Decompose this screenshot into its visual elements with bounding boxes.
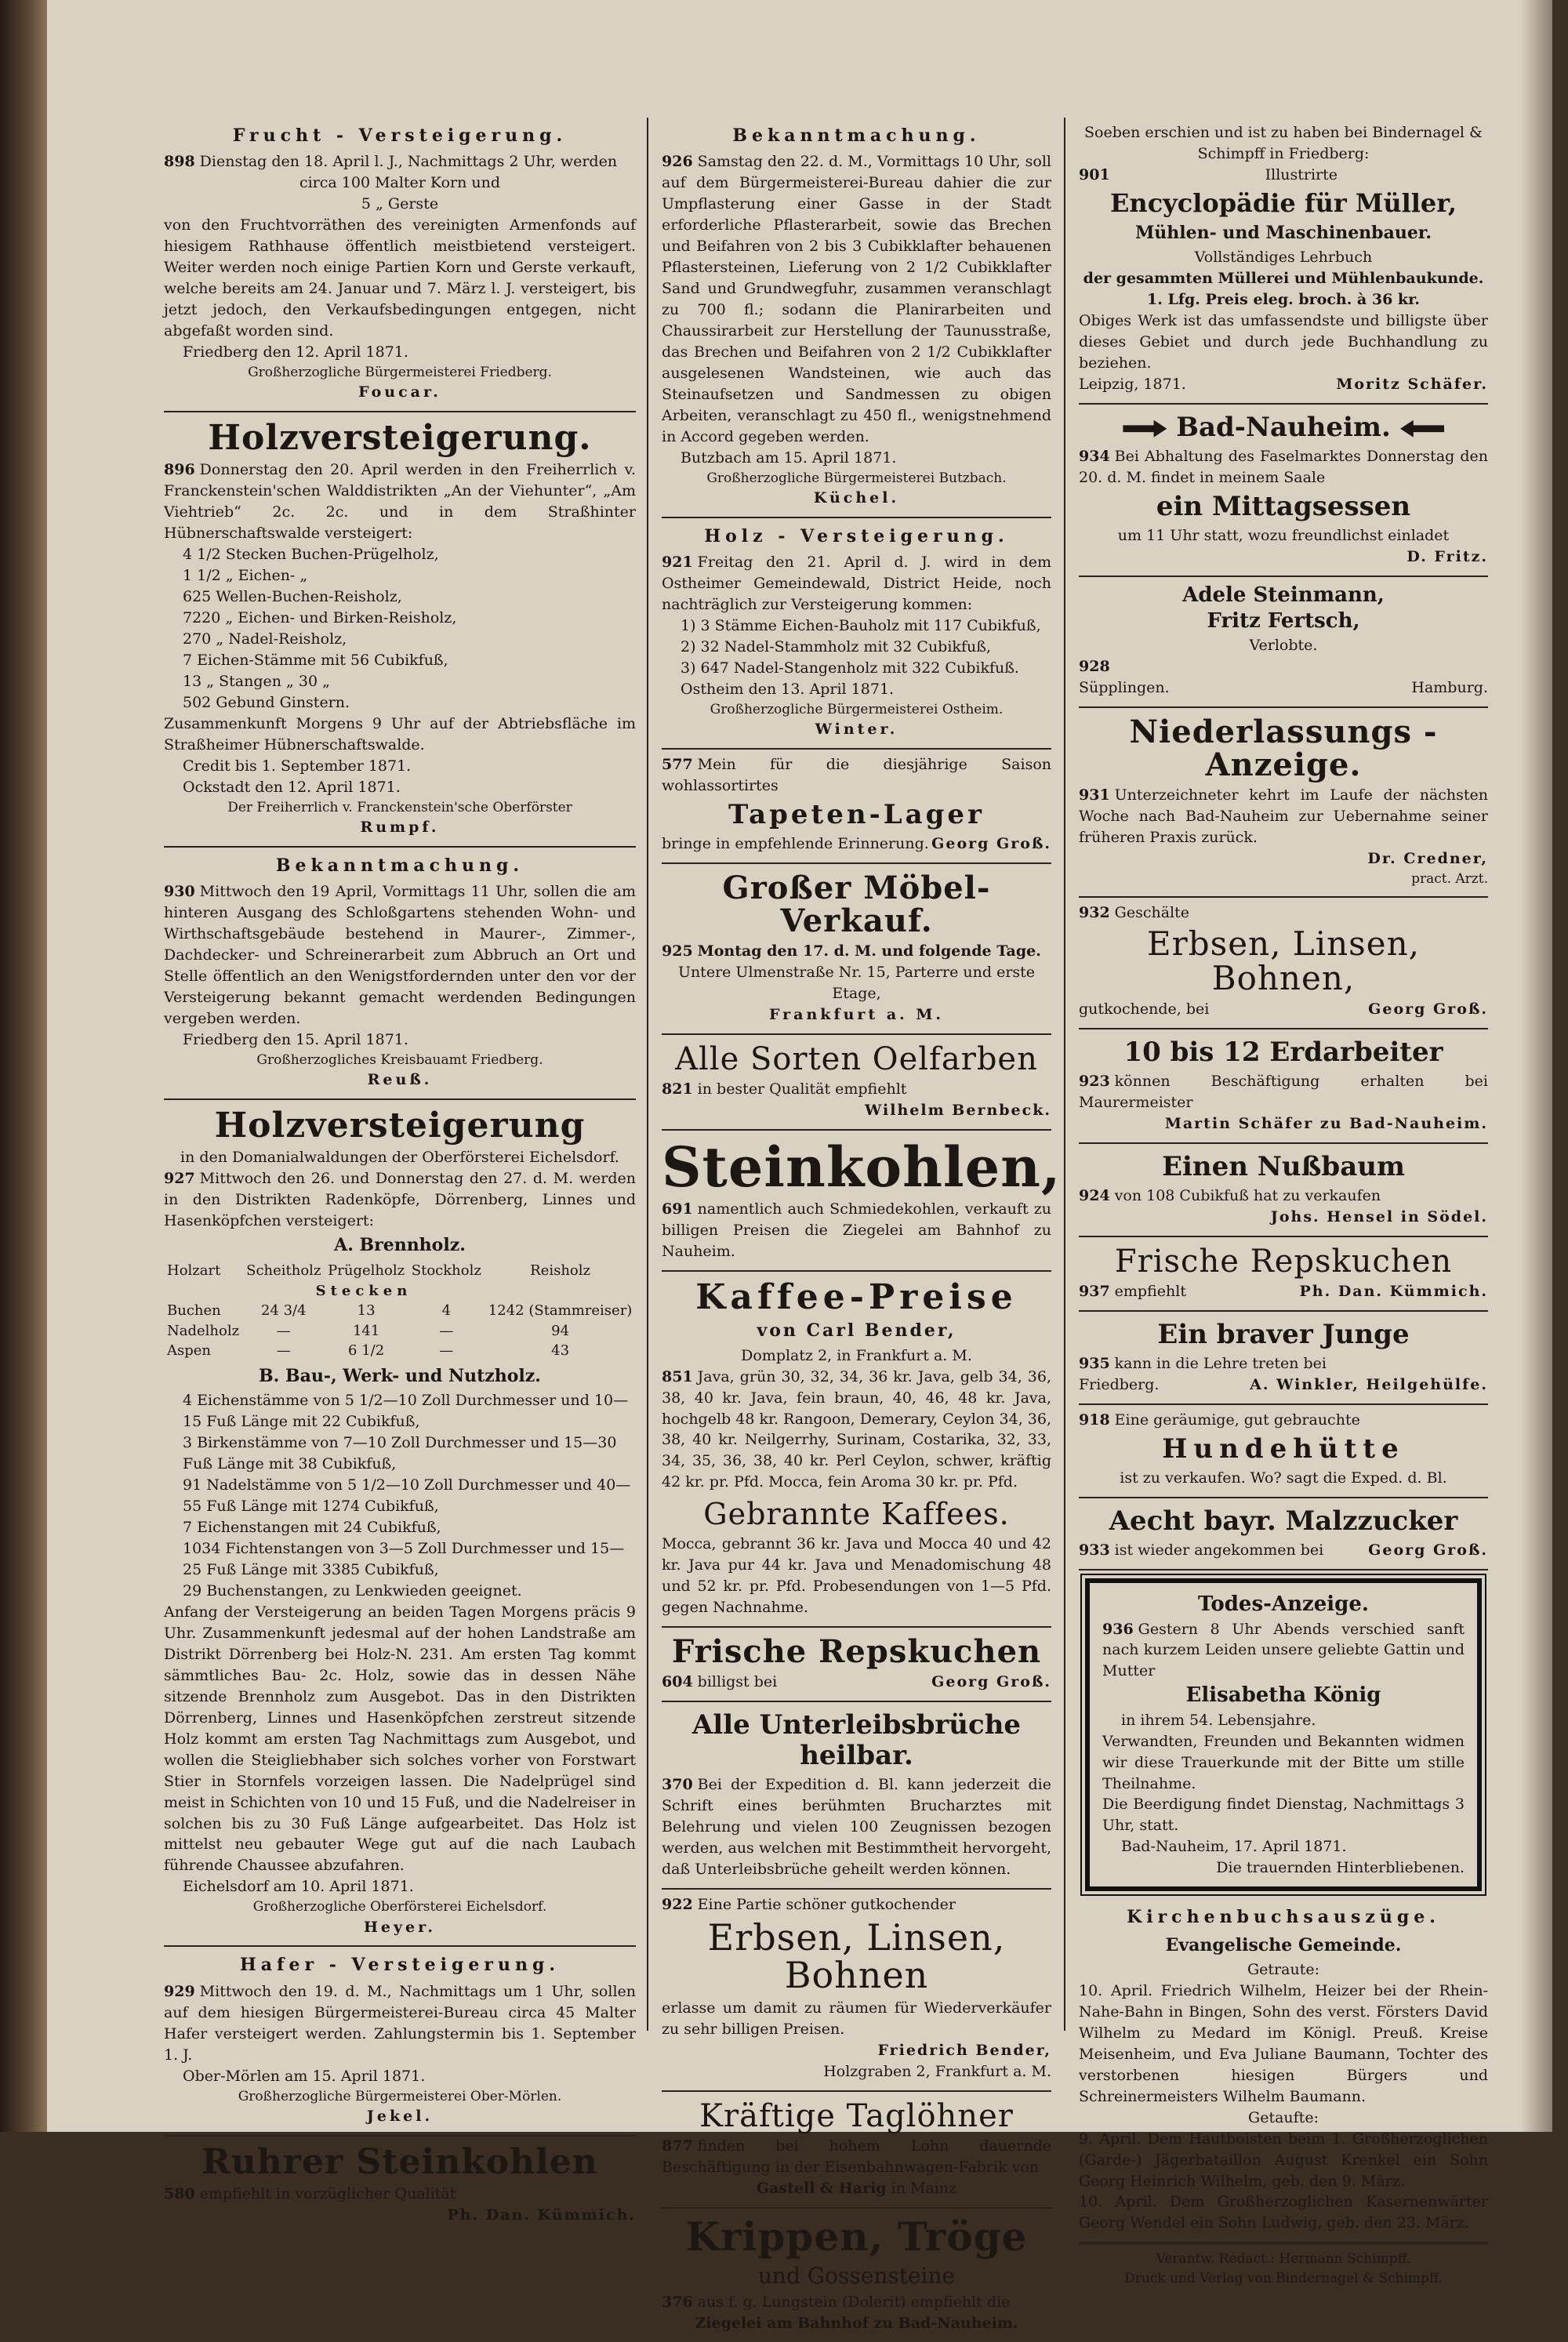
ad-bad-nauheim-mittagsessen: [1079, 405, 1488, 577]
impressum-publisher: Druck und Verlag von Bindernagel & Schimpff.: [1124, 2270, 1443, 2286]
ad-body: Zusammenkunft Morgens 9 Uhr auf der Abtriebsfläche im Straßheimer Hübnerschaftswalde.: [164, 714, 636, 753]
ad-title: Erbsen, Linsen, Bohnen,: [1147, 924, 1420, 998]
ad-repskuchen-kuemmich: [1079, 1237, 1488, 1312]
ad-number: 928: [1079, 658, 1110, 676]
ad-oelfarben: [662, 1035, 1051, 1131]
table-header-cell: Prügelholz: [328, 1262, 405, 1280]
ad-number: 923: [1079, 1073, 1110, 1091]
ad-body: kann in die Lehre treten bei: [1114, 1355, 1327, 1373]
ad-text: circa 100 Malter Korn und: [299, 174, 501, 192]
list-item: 3 Birkenstämme von 7—10 Zoll Durchmesser und 15—30 Fuß Länge mit 38 Cubikfuß,: [183, 1434, 617, 1473]
ad-nussbaum: [1079, 1144, 1488, 1237]
table-header-cell: Scheitholz: [246, 1262, 321, 1280]
ad-text: in bester Qualität empfiehlt: [697, 1080, 907, 1098]
ad-hundehuette: [1079, 1405, 1488, 1498]
ad-title: Tapeten-Lager: [728, 798, 985, 830]
ad-number: 577: [662, 755, 693, 773]
table-cell: 4: [441, 1302, 452, 1320]
ad-signature: Die trauernden Hinterbliebenen.: [1216, 1859, 1465, 1877]
wood-list: [164, 544, 636, 713]
ad-number: 851: [662, 1367, 693, 1385]
ad-number: 937: [1079, 1283, 1110, 1301]
ad-holzversteigerung-1: [164, 412, 636, 848]
table-cell: 141: [352, 1322, 380, 1339]
ad-text: bringe in empfehlende Erinnerung.: [662, 835, 929, 852]
ad-number: 929: [164, 1982, 195, 2000]
ad-name: Georg Groß.: [931, 835, 1051, 852]
table-row: [164, 1301, 636, 1321]
ad-name: Martin Schäfer zu Bad-Nauheim.: [1164, 1115, 1488, 1133]
table-unit: Stecken: [315, 1282, 412, 1299]
ad-body: Bei der Expedition d. Bl. kann jederzeit die Schrift eines berühmten Brucharztes mit Belehrung und vielen 100 Zeugnissen bezogen werden, aus welchen mit Bestimmtheit hervorgeht, daß Unterleibsbrüche geheilt werden können.: [662, 1776, 1051, 1879]
column-right: [1068, 118, 1499, 2286]
table-row: [164, 1321, 636, 1342]
ad-name: Wilhelm Bernbeck.: [865, 1101, 1051, 1119]
table-cell: 1242 (Stammreiser): [488, 1302, 633, 1320]
ad-office: Großherzogliche Bürgermeisterei Butzbach.: [706, 470, 1007, 486]
ad-body: 10. April. Dem Großherzoglichen Kasernenwärter Georg Wendel ein Sohn Ludwig, geb. den 23. März.: [1079, 2193, 1488, 2232]
ad-body: Java, grün 30, 32, 34, 36 kr. Java, gelb 34, 36, 38, 40 kr. Java, fein braun, 40, 46, 48 kr. Java, hochgelb 48 kr. Rangoon, Demerary, Ceylon 34, 36, 38, 40 kr. Neilgerrhy, Surinam, Costarika, 32, 33, 34, 35, 36, 38, 40 kr. Perl Ceylon, schwer, kräftig 42 kr. pr. Pfd. Mocca, fein Aroma 30 kr. pr. Pfd.: [662, 1367, 1052, 1491]
ad-text: in ihrem 54. Lebensjahre.: [1121, 1711, 1316, 1729]
ad-body: Mocca, gebrannt 36 kr. Java und Mocca 40 und 42 kr. Java pur 44 kr. Java und Menadomischung 48 und 52 kr. pr. Pfd. Probesendungen von 1—5 Pfd. gegen Nachnahme.: [662, 1535, 1051, 1617]
ad-signature: Heyer.: [363, 1918, 437, 1936]
ad-signature: Foucar.: [358, 383, 441, 401]
list-item: 7 Eichen-Stämme mit 56 Cubikfuß,: [183, 651, 448, 669]
ad-name: Johs. Hensel in Södel.: [1270, 1208, 1488, 1226]
ad-text: gutkochende, bei: [1079, 1000, 1210, 1018]
ad-title: Hafer - Versteigerung.: [239, 1955, 561, 1976]
ad-title: Bad-Nauheim.: [1176, 411, 1391, 443]
list-item: 4 Eichenstämme von 5 1/2—10 Zoll Durchmesser und 10—15 Fuß Länge mit 22 Cubikfuß,: [183, 1392, 629, 1431]
list-item: 270 „ Nadel-Reisholz,: [183, 630, 347, 648]
ad-bekanntmachung-butzbach: [662, 118, 1051, 518]
ad-subtitle: Evangelische Gemeinde.: [1165, 1934, 1402, 1955]
ad-number: 898: [164, 153, 195, 171]
book-binding: [0, 0, 47, 2132]
church-register: [1079, 1899, 1488, 2243]
ad-body: Mittwoch den 26. und Donnerstag den 27. d. M. werden in den Distrikten Radenköpfe, Dörrenberg, Linnes und Hasenköpfchen versteigert:: [164, 1170, 636, 1229]
ad-text: Soeben erschien und ist zu haben bei Bindernagel & Schimpff in Friedberg:: [1084, 124, 1483, 162]
ad-body: namentlich auch Schmiedekohlen, verkauft zu billigen Preisen die Ziegelei am Bahnhof zu Nauheim.: [662, 1200, 1051, 1261]
ad-number: 580: [164, 2184, 195, 2202]
ad-erbsen-gross: [1079, 898, 1488, 1029]
ad-address: Domplatz 2, in Frankfurt a. M.: [741, 1346, 972, 1364]
ad-name: Georg Groß.: [931, 1673, 1051, 1691]
ad-title: Aecht bayr. Malzzucker: [1109, 1505, 1458, 1538]
ad-body: finden bei hohem Lohn dauernde Beschäftigung in der Eisenbahnwagen-Fabrik von: [662, 2137, 1051, 2176]
ad-encyclopaedie: [1079, 118, 1488, 405]
ad-body: um 11 Uhr statt, wozu freundlichst einladet: [1117, 526, 1450, 544]
ad-body: 10. April. Friedrich Wilhelm, Heizer bei der Rhein-Nahe-Bahn in Bingen, Sohn des verst. Försters David Wilhelm zu Medard im Königl. Preuß. Kreise Meisenheim, und Eva Juliane Baumann, Tochter des verstorbenen hiesigen Bürgers und Schreinermeisters Wilhelm Baumann.: [1079, 1981, 1488, 2105]
ad-ruhrer-steinkohlen: [164, 2137, 636, 2234]
ad-office: Der Freiherrlich v. Franckenstein'sche Oberförster: [227, 799, 572, 815]
table-cell: —: [439, 1342, 454, 1360]
ad-number: 877: [662, 2137, 693, 2155]
ad-office: Großherzogliche Oberförsterei Eichelsdorf.: [252, 1899, 547, 1915]
ad-body: Ziegelei am Bahnhof zu Bad-Nauheim.: [695, 2314, 1018, 2332]
ad-body: Donnerstag den 20. April werden in den Freiherrlich v. Franckenstein'schen Walddistrikten „An der Viehunter“, „Am Viehtrieb“ 2c. 2c. und in dem Straßhinter Hübnerschaftswalde versteigert:: [164, 461, 636, 543]
ad-number: 936: [1102, 1620, 1134, 1638]
ad-text: Dienstag den 18. April l. J., Nachmittags 2 Uhr, werden: [199, 153, 618, 171]
ad-signature: Rumpf.: [360, 818, 440, 836]
pointing-hand-icon: [1400, 420, 1444, 438]
section-heading: A. Brennholz.: [334, 1234, 466, 1255]
ad-title: Gebrannte Kaffees.: [703, 1497, 1010, 1532]
ad-braver-junge: [1079, 1312, 1488, 1405]
ad-title: Frische Repskuchen: [671, 1633, 1042, 1671]
ad-title: Holzversteigerung.: [208, 418, 592, 459]
ad-erbsen-bender: [662, 1890, 1051, 2091]
ad-title: Holz - Versteigerung.: [704, 525, 1009, 546]
ad-body: 9. April. Dem Hautboisten beim 1. Großherzoglichen (Garde-) Jägerbataillon August Krenkel ein Sohn Georg Heinrich Wilhelm, geb. den 9. März.: [1079, 2130, 1488, 2190]
ad-place-date: Ostheim den 13. April 1871.: [681, 680, 895, 698]
ad-body: können Beschäftigung erhalten bei Maurermeister: [1079, 1073, 1488, 1112]
ad-repskuchen-gross: [662, 1628, 1051, 1702]
column-middle: [651, 118, 1062, 2332]
list-item: 3) 647 Nadel-Stangenholz mit 322 Cubikfuß.: [681, 659, 1019, 677]
ad-body: Verwandten, Freunden und Bekannten widmen wir diese Trauerkunde mit der Bitte um stille Theilnahme.: [1102, 1732, 1465, 1792]
ad-holz-versteigerung-ostheim: [662, 518, 1051, 750]
wood-list: [662, 615, 1051, 679]
ad-text: Geschälte: [1114, 904, 1190, 922]
ad-title: 10 bis 12 Erdarbeiter: [1123, 1037, 1443, 1069]
ad-text: Verlobte.: [1249, 637, 1318, 655]
ad-text: empfiehlt: [1114, 1283, 1186, 1301]
ad-text: Vollständiges Lehrbuch: [1194, 248, 1373, 266]
table-cell: 24 3/4: [260, 1302, 307, 1320]
ad-name: Dr. Credner,: [1367, 849, 1488, 867]
ad-body: Mittwoch den 19 April, Vormittags 11 Uhr, sollen die am hinteren Ausgang des Schloßgartens stehenden Wohn- und Wirthschaftsgebäude bestehend in Maurer-, Zimmer-, Dachdecker- und Schreinerarbeit zum Abbruch an Ort und Stelle öffentlich an den Wenigstfordernden unter den vor der Versteigerung bekannt gemacht werdenden Bedingungen vergeben werden.: [164, 883, 636, 1027]
ad-title-row: [1079, 412, 1488, 443]
ad-number: 924: [1079, 1187, 1110, 1205]
death-notice: [1085, 1578, 1482, 1891]
ad-malzzucker: [1079, 1498, 1488, 1570]
ad-title: Alle Sorten Oelfarben: [675, 1040, 1038, 1077]
wood-table: [164, 1261, 636, 1361]
table-cell: Buchen: [167, 1302, 221, 1320]
ad-place: Frankfurt a. M.: [768, 1005, 945, 1023]
ad-body: Anfang der Versteigerung an beiden Tagen Morgens präcis 9 Uhr. Zusammenkunft jedesmal auf der hohen Landstraße am Distrikt Dörrenberg bei Holz-N. 231. Am ersten Tag kommt sämmtliches Bau- 2c. Holz, sowie das in dessen Nähe sitzende Brennholz zum Ausgebot. Das in den Distrikten Dörrenberg, Linnes und Hasenköpfchen zerstreut sitzende Holz kommt am ersten Tag Nachmittags zum Ausgebot, und wollen die Steigliebhaber sich solches vorher von Forstwart Stier in Stornfels vorzeigen lassen. Die Nadelprügel sind meist in Schichten von 10 und 15 Fuß, und die Nadelreiser in solchen bis zu 30 Fuß Länge aufgearbeitet. Das Holz ist mittelst neu gebauter Wege gut auf die nach Laubach führende Chaussee abzufahren.: [164, 1603, 636, 1875]
table-cell: —: [276, 1322, 291, 1339]
ad-place-date: Eichelsdorf am 10. April 1871.: [183, 1878, 414, 1896]
ad-name: A. Winkler, Heilgehülfe.: [1250, 1376, 1488, 1394]
table-cell: —: [276, 1342, 291, 1360]
ad-title: Frische Repskuchen: [1114, 1244, 1453, 1280]
ad-frucht-versteigerung: [164, 118, 636, 412]
list-item: 13 „ Stangen „ 30 „: [183, 672, 330, 690]
ad-unterleibsbrueche: [662, 1702, 1051, 1890]
column-rule: [1064, 118, 1065, 2031]
ad-text: empfiehlt in vorzüglicher Qualität: [199, 2184, 456, 2202]
list-item: 1034 Fichtenstangen von 3—5 Zoll Durchmesser und 15—25 Fuß Länge mit 3385 Cubikfuß,: [183, 1539, 625, 1578]
ad-subtitle: in den Domanialwaldungen der Oberförsterei Eichelsdorf.: [180, 1149, 619, 1167]
ad-title: Alle Unterleibsbrüche heilbar.: [691, 1709, 1022, 1772]
table-cell: Aspen: [167, 1342, 212, 1360]
ad-number: 927: [164, 1170, 195, 1188]
list-item: 7220 „ Eichen- und Birken-Reisholz,: [183, 608, 457, 626]
list-item: 7 Eichenstangen mit 24 Cubikfuß,: [183, 1518, 441, 1536]
ad-name: Ph. Dan. Kümmich.: [447, 2206, 636, 2224]
ad-text: ist zu verkaufen. Wo? sagt die Exped. d. Bl.: [1120, 1469, 1447, 1487]
ad-name: Ph. Dan. Kümmich.: [1299, 1283, 1488, 1301]
ad-number: 918: [1079, 1411, 1110, 1429]
ad-number: 921: [662, 554, 693, 572]
list-item: 1 1/2 „ Eichen- „: [183, 567, 308, 585]
table-cell: 94: [551, 1322, 570, 1339]
ad-verlobung: [1079, 577, 1488, 708]
ad-office: Großherzogliche Bürgermeisterei Ostheim.: [710, 701, 1004, 717]
ad-place-date: Friedberg den 15. April 1871.: [183, 1030, 408, 1048]
ad-text: Eine geräumige, gut gebrauchte: [1114, 1411, 1360, 1429]
ad-name: Moritz Schäfer.: [1336, 375, 1488, 393]
ad-body: Freitag den 21. April d. J. wird in dem Ostheimer Gemeindewald, District Heide, noch nachträglich zur Versteigerung kommen:: [662, 554, 1051, 614]
ad-text: Mein für die diesjährige Saison wohlassortirtes: [662, 755, 1051, 794]
ad-signature: Reuß.: [367, 1070, 433, 1088]
section-heading: B. Bau-, Werk- und Nutzholz.: [259, 1365, 541, 1386]
table-header-cell: Reisholz: [530, 1262, 591, 1280]
ad-krippen: [662, 2209, 1051, 2342]
ad-text: Untere Ulmenstraße Nr. 15, Parterre und erste Etage,: [677, 963, 1036, 1002]
ad-number: 935: [1079, 1355, 1110, 1373]
table-cell: Nadelholz: [167, 1322, 240, 1339]
ad-body: von den Fruchtvorräthen des vereinigten Armenfonds auf hiesigem Rathhause öffentlich meistbietend versteigert. Weiter werden noch einige Partien Korn und Gerste verkauft, welche bereits am 24. Januar und 7. März l. J. versteigert, bis jetzt jedoch, den Verkaufsbedingungen entgegen, nicht abgefaßt worden sind.: [164, 216, 636, 339]
ad-name: Fritz Fertsch,: [1207, 608, 1360, 633]
ad-body: Mittwoch den 19. d. M., Nachmittags um 1 Uhr, sollen auf dem hiesigen Bürgermeisterei-Bureau circa 45 Malter Hafer versteigert werden. Zahlungstermin bis 1. September 1. J.: [164, 1982, 636, 2064]
ad-name: D. Fritz.: [1406, 547, 1488, 565]
ad-number: 691: [662, 1200, 693, 1218]
ad-name: Gastell & Harig: [756, 2179, 887, 2197]
ad-steinkohlen: [662, 1131, 1062, 1272]
table-cell: —: [439, 1322, 454, 1339]
ad-number: 896: [164, 461, 195, 479]
ad-bekanntmachung-kreisbauamt: [164, 848, 636, 1100]
ad-signature: Küchel.: [813, 488, 900, 507]
ad-body: Unterzeichneter kehrt im Laufe der nächsten Woche nach Bad-Nauheim zur Uebernahme seiner früheren Praxis zurück.: [1079, 786, 1488, 846]
ad-body: Gestern 8 Uhr Abends verschied sanft nach kurzem Leiden unsere geliebte Gattin und Mutter: [1102, 1620, 1465, 1680]
ad-name: Adele Steinmann,: [1182, 583, 1385, 607]
ad-office: Großherzogliches Kreisbauamt Friedberg.: [256, 1051, 543, 1068]
ad-title: Frucht - Versteigerung.: [232, 125, 568, 146]
ad-title: Ein braver Junge: [1157, 1319, 1410, 1351]
section-heading: Getaufte:: [1248, 2108, 1319, 2126]
ad-text: der gesammten Müllerei und Mühlenbaukunde.: [1083, 269, 1484, 287]
ad-title: Ruhrer Steinkohlen: [201, 2141, 598, 2182]
list-item: 2) 32 Nadel-Stammholz mit 32 Cubikfuß,: [681, 637, 991, 655]
wood-list: [164, 1390, 636, 1602]
ad-number: 934: [1079, 447, 1110, 465]
ad-title: Kirchenbuchsauszüge.: [1127, 1907, 1440, 1928]
ad-number: 821: [662, 1080, 693, 1098]
ad-place: in Mainz: [891, 2179, 957, 2197]
ad-name: Friedrich Bender,: [877, 2041, 1051, 2059]
impressum: [1079, 2243, 1488, 2287]
list-item: 502 Gebund Ginstern.: [183, 693, 350, 711]
ad-title: Bekanntmachung.: [732, 125, 981, 146]
ad-place-date: Bad-Nauheim, 17. April 1871.: [1121, 1838, 1347, 1856]
ad-name: Georg Groß.: [1368, 1000, 1488, 1018]
ad-number: 930: [164, 883, 195, 901]
ad-subtitle: und Gossensteine: [757, 2263, 956, 2289]
ad-body: Bei Abhaltung des Faselmarktes Donnerstag den 20. d. M. findet in meinem Saale: [1079, 447, 1488, 486]
ad-number: 376: [662, 2293, 693, 2311]
ad-text: ist wieder angekommen bei: [1114, 1541, 1324, 1560]
ad-niederlassung: [1079, 708, 1488, 898]
ad-place: Süpplingen.: [1079, 679, 1170, 697]
pointing-hand-icon: [1123, 420, 1167, 438]
ad-text: 1. Lfg. Preis eleg. broch. à 36 kr.: [1147, 290, 1420, 308]
ad-office: Großherzogliche Bürgermeisterei Ober-Mörlen.: [238, 2088, 562, 2104]
ad-erdarbeiter: [1079, 1029, 1488, 1144]
column-left: [153, 118, 647, 2224]
ad-number: 901: [1079, 165, 1110, 183]
ad-place-date: Ober-Mörlen am 15. April 1871.: [183, 2067, 426, 2085]
ad-signature: Jekel.: [366, 2107, 434, 2125]
table-cell: 13: [357, 1302, 376, 1320]
list-item: 29 Buchenstangen, zu Lenkwieden geeignet.: [183, 1581, 522, 1599]
ad-number: 370: [662, 1776, 693, 1794]
ad-number: 932: [1079, 904, 1110, 922]
ad-title: Kaffee-Preise: [695, 1277, 1018, 1318]
ad-tapeten-lager: [662, 750, 1051, 864]
ad-title: Steinkohlen,: [662, 1134, 1062, 1200]
ad-headline: ein Mittagsessen: [1156, 490, 1411, 522]
ad-body: Die Beerdigung findet Dienstag, Nachmittags 3 Uhr, statt.: [1102, 1796, 1465, 1835]
section-heading: Getraute:: [1247, 1960, 1319, 1978]
ad-title: Hundehütte: [1162, 1433, 1405, 1465]
ad-title: Großer Möbel-Verkauf.: [722, 869, 991, 939]
ad-place-date: Leipzig, 1871.: [1079, 375, 1186, 393]
list-item: 1) 3 Stämme Eichen-Bauholz mit 117 Cubikfuß,: [681, 617, 1041, 634]
ad-place: Friedberg.: [1079, 1376, 1160, 1394]
table-header-cell: Stockholz: [411, 1262, 481, 1280]
ad-text: Eine Partie schöner gutkochender: [697, 1896, 956, 1914]
ad-number: 931: [1079, 786, 1110, 804]
ad-moebel-verkauf: [662, 864, 1051, 1035]
ad-number: 922: [662, 1896, 693, 1914]
ad-number: 926: [662, 153, 693, 171]
list-item: 91 Nadelstämme von 5 1/2—10 Zoll Durchmesser und 40—55 Fuß Länge mit 1274 Cubikfuß,: [183, 1476, 631, 1515]
ad-name: Elisabetha König: [1185, 1683, 1381, 1708]
ad-kaffee-preise: [662, 1272, 1051, 1628]
ad-text: 5 „ Gerste: [361, 195, 439, 213]
ad-tagloehner: [662, 2092, 1051, 2209]
ad-body: erlasse um damit zu räumen für Wiederverkäufer zu sehr billigen Preisen.: [662, 1999, 1051, 2038]
ad-number: 933: [1079, 1541, 1110, 1560]
ad-title: Todes-Anzeige.: [1198, 1592, 1369, 1617]
table-row: [164, 1341, 636, 1361]
ad-body: von 108 Cubikfuß hat zu verkaufen: [1114, 1187, 1381, 1205]
table-cell: 43: [551, 1342, 570, 1360]
ad-number: 925: [662, 942, 693, 960]
ad-name: Georg Groß.: [1368, 1541, 1488, 1560]
ad-signature: Winter.: [815, 721, 898, 738]
ad-title: Holzversteigerung: [214, 1105, 586, 1146]
ad-body: Samstag den 22. d. M., Vormittags 10 Uhr, soll auf dem Bürgermeisterei-Bureau dahier die zur Umpflasterung einer Gasse in der Stadt erforderliche Pflasterarbeit, sowie das Brechen und Beifahren von 2 bis 3 Cubikklafter behauenen Pflastersteinen, Lieferung von 2 1/2 Cubikklafter Sand und Grundwegfuhr, zusammen veranschlagt zu 700 fl.; sodann die Planirarbeiten und Chaussirarbeit zur Herstellung der Taunusstraße, das Brechen und Beifahren von 2 1/2 Cubikklafter ausgelesenen Wandsteinen, wie auch das Steinaufsetzen und Sandmessen zu obigen Arbeiten, veranschlagt zu 450 fl., wenigstnehmend in Accord gegeben werden.: [662, 153, 1051, 445]
ad-number: 604: [662, 1673, 693, 1691]
ad-title: Kräftige Taglöhner: [699, 2097, 1014, 2134]
ad-text: Illustrirte: [1265, 165, 1338, 183]
table-cell: 6 1/2: [348, 1342, 385, 1360]
ad-title: Einen Nußbaum: [1162, 1151, 1405, 1183]
table-header-cell: Holzart: [167, 1262, 221, 1280]
ad-title: Bekanntmachung.: [275, 855, 524, 876]
ad-title: Krippen, Tröge: [685, 2213, 1028, 2260]
list-item: 625 Wellen-Buchen-Reisholz,: [183, 588, 402, 606]
ad-place: Hamburg.: [1411, 679, 1488, 697]
ad-body: aus f. g. Lungstein (Dolerit) empfiehlt die: [697, 2293, 1011, 2311]
ad-address: Holzgraben 2, Frankfurt a. M.: [823, 2062, 1051, 2080]
ad-body: Obiges Werk ist das umfassendste und billigste über dieses Gebiet und durch jede Buchhandlung zu beziehen.: [1079, 311, 1488, 372]
ad-place-date: Friedberg den 12. April 1871.: [183, 343, 408, 361]
impressum-editor: Verantw. Redact.: Hermann Schimpff.: [1156, 2251, 1411, 2268]
list-item: 4 1/2 Stecken Buchen-Prügelholz,: [183, 546, 439, 564]
table-header: [164, 1261, 636, 1281]
ad-title: Encyclopädie für Müller,: [1110, 187, 1457, 218]
ad-text: pract. Arzt.: [1411, 870, 1488, 887]
ad-place-date: Butzbach am 15. April 1871.: [681, 448, 897, 467]
ad-subtitle: von Carl Bender,: [757, 1320, 956, 1342]
ad-title: Niederlassungs - Anzeige.: [1129, 713, 1438, 784]
ad-subtitle: Mühlen- und Maschinenbauer.: [1134, 222, 1432, 243]
ad-office: Großherzogliche Bürgermeisterei Friedberg.: [248, 364, 552, 380]
ad-text: billigst bei: [697, 1673, 778, 1691]
ad-holzversteigerung-eichelsdorf: [164, 1100, 636, 1948]
column-rule: [647, 118, 648, 2031]
ad-text: Credit bis 1. September 1871.: [183, 757, 412, 775]
ad-text: Montag den 17. d. M. und folgende Tage.: [697, 942, 1041, 960]
ad-hafer-versteigerung: [164, 1947, 636, 2136]
ad-place-date: Ockstadt den 12. April 1871.: [183, 778, 401, 796]
ad-title: Erbsen, Linsen, Bohnen: [707, 1916, 1006, 1997]
